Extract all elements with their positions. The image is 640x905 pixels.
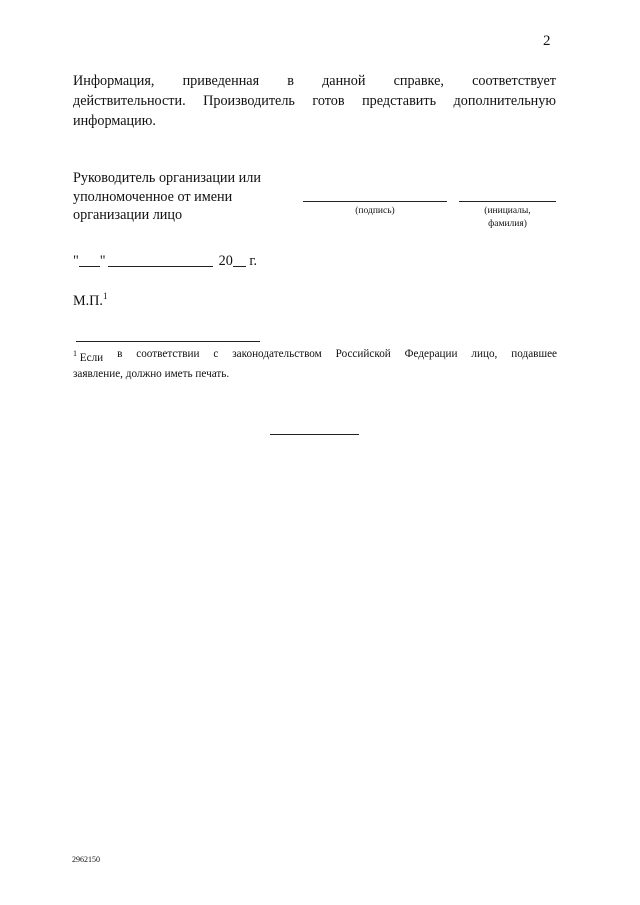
page-number: 2 xyxy=(543,33,551,49)
signature-blank-line[interactable] xyxy=(303,201,447,202)
word: приведенная xyxy=(182,73,260,89)
name-caption-line: (инициалы, xyxy=(484,206,531,216)
name-caption xyxy=(459,205,556,231)
name-blank-line[interactable] xyxy=(459,201,556,202)
footnote-line-2: заявление, должно иметь печать. xyxy=(73,368,230,380)
paragraph-line-1 xyxy=(73,71,556,91)
stamp-label: М.П. xyxy=(73,293,103,309)
signer-title xyxy=(73,169,261,225)
word: лицо, xyxy=(471,348,498,360)
name-caption-line: фамилия) xyxy=(488,219,527,229)
year-blank[interactable] xyxy=(233,252,246,267)
word: данной xyxy=(322,73,366,89)
footnote-marker: 1 xyxy=(73,349,77,358)
word: в xyxy=(117,348,123,360)
day-blank[interactable] xyxy=(79,252,100,267)
year-suffix: г. xyxy=(245,253,258,269)
word: Производитель xyxy=(203,93,295,109)
certification-paragraph xyxy=(73,71,556,131)
footnote-reference: 1 xyxy=(102,291,108,301)
paragraph-line-2 xyxy=(73,91,556,111)
signer-line: организации лицо xyxy=(73,207,183,223)
paragraph-line-3: информацию. xyxy=(73,113,156,129)
date-open-quote: " xyxy=(73,253,79,269)
word: представить xyxy=(362,93,437,109)
date-line xyxy=(73,252,257,270)
word: Федерации xyxy=(404,348,458,360)
end-of-document-rule xyxy=(270,434,359,435)
word: соответствует xyxy=(472,73,556,89)
word: $^1$ Если xyxy=(73,349,104,364)
document-code: 2962150 xyxy=(72,855,100,864)
word: соответствии xyxy=(136,348,200,360)
word: с xyxy=(213,348,219,360)
footnote xyxy=(73,346,557,382)
footnote-divider xyxy=(76,341,260,342)
signer-line: Руководитель организации или xyxy=(73,170,261,186)
word: Информация, xyxy=(73,73,155,89)
word: Российской xyxy=(335,348,391,360)
word: законодательством xyxy=(232,348,322,360)
word: готов xyxy=(312,93,345,109)
word: подавшее xyxy=(511,348,557,360)
stamp-place xyxy=(73,291,107,310)
word: в xyxy=(287,73,294,89)
year-prefix: 20 xyxy=(218,253,233,269)
word: действительности. xyxy=(73,93,186,109)
month-blank[interactable] xyxy=(108,252,213,267)
word: дополнительную xyxy=(453,93,556,109)
word: справке, xyxy=(393,73,444,89)
signature-caption: (подпись) xyxy=(355,206,395,216)
date-close-quote: " xyxy=(99,253,106,269)
footnote-line-1 xyxy=(73,346,557,366)
signer-line: уполномоченное от имени xyxy=(73,188,233,205)
